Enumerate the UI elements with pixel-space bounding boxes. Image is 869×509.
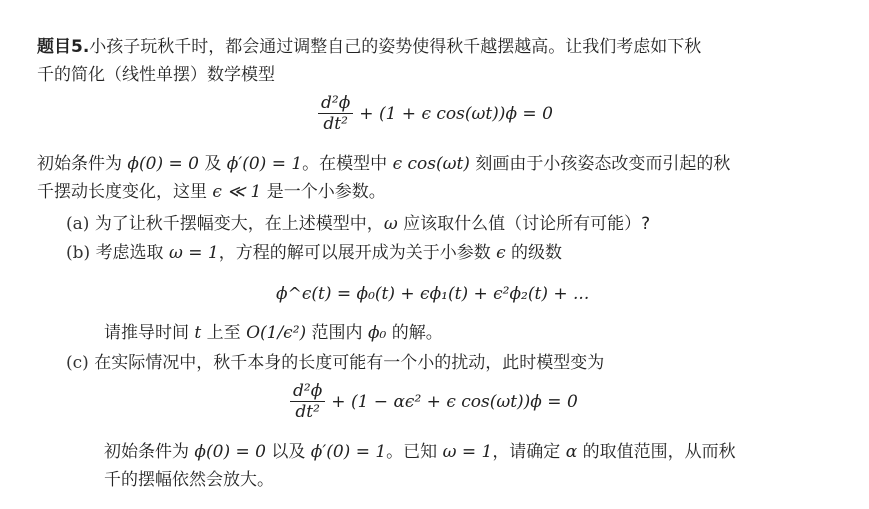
problem-intro-line-1 xyxy=(37,35,701,59)
part-c xyxy=(66,351,604,375)
part-b-ask-math: O(1/ϵ²) xyxy=(246,323,307,343)
ic-text: 及 xyxy=(198,154,227,174)
fraction-denominator: dt² xyxy=(295,402,320,422)
series-expansion xyxy=(276,283,589,304)
part-b-math: ϵ xyxy=(496,243,506,263)
part-b-label: (b) xyxy=(66,243,91,263)
perturbed-equation-fraction xyxy=(290,381,325,422)
main-equation-fraction xyxy=(318,93,353,134)
part-b-math: ω = 1 xyxy=(168,243,219,263)
part-c-math: α xyxy=(565,442,578,462)
main-equation xyxy=(318,93,553,134)
part-b-text: 的级数 xyxy=(505,243,563,263)
perturbed-equation xyxy=(290,381,578,422)
ic-math: ϵ cos(ωt) xyxy=(392,154,470,174)
ic-math: ϵ ≪ 1 xyxy=(212,182,262,202)
part-a-label: (a) xyxy=(66,214,90,234)
part-c-label: (c) xyxy=(66,353,89,373)
ic-math: ϕ(0) = 0 xyxy=(127,154,199,174)
part-b-text: ，方程的解可以展开成为关于小参数 xyxy=(218,243,497,263)
part-b-ask-text: 范围内 xyxy=(306,323,368,343)
part-c-text: 以及 xyxy=(265,442,311,462)
initial-conditions-line-1 xyxy=(37,152,730,176)
series-expansion-text: ϕ^ϵ(t) = ϕ₀(t) + ϵϕ₁(t) + ϵ²ϕ₂(t) + ... xyxy=(276,283,590,304)
part-a-text: 为了让秋千摆幅变大，在上述模型中， xyxy=(94,214,384,234)
part-a-text: 应该取什么值（讨论所有可能）? xyxy=(397,214,651,234)
perturbed-equation-rest: + (1 − αϵ² + ϵ cos(ωt))ϕ = 0 xyxy=(331,391,578,412)
part-c-ic-line-1 xyxy=(104,440,736,464)
ic-text: 。在模型中 xyxy=(302,154,393,174)
ic-text: 初始条件为 xyxy=(37,154,128,174)
fraction-numerator: d²ϕ xyxy=(290,381,325,402)
part-a xyxy=(66,212,650,236)
problem-intro-line-2: 千的简化（线性单摆）数学模型 xyxy=(37,65,275,85)
part-c-math: ϕ′(0) = 1 xyxy=(310,442,387,462)
part-a-math: ω xyxy=(383,214,398,234)
part-b-ask-math: t xyxy=(194,323,202,343)
part-c-math: ϕ(0) = 0 xyxy=(194,442,266,462)
part-c-math: ω = 1 xyxy=(442,442,493,462)
part-b-ask-text: 上至 xyxy=(201,323,247,343)
part-b-ask-text: 请推导时间 xyxy=(104,323,195,343)
part-c-text: 初始条件为 xyxy=(104,442,195,462)
main-equation-rest: + (1 + ϵ cos(ωt))ϕ = 0 xyxy=(359,103,553,124)
ic-math: ϕ′(0) = 1 xyxy=(226,154,303,174)
part-c-text: 。已知 xyxy=(386,442,443,462)
problem-label: 题目5. xyxy=(37,37,90,57)
part-c-text: 在实际情况中，秋千本身的长度可能有一个小的扰动，此时模型变为 xyxy=(94,353,605,373)
fraction-numerator: d²ϕ xyxy=(318,93,353,114)
part-c-text: 的取值范围，从而秋 xyxy=(577,442,736,462)
part-b-ask-text: 的解。 xyxy=(386,323,443,343)
ic-text: 千摆动长度变化，这里 xyxy=(37,182,213,202)
ic-text: 刻画由于小孩姿态改变而引起的秋 xyxy=(469,154,731,174)
fraction-denominator: dt² xyxy=(323,114,348,134)
part-b xyxy=(66,241,562,265)
initial-conditions-line-2 xyxy=(37,180,386,204)
part-c-text: ，请确定 xyxy=(492,442,566,462)
part-b-ask xyxy=(104,321,443,345)
intro-text-1: 小孩子玩秋千时，都会通过调整自己的姿势使得秋千越摆越高。让我们考虑如下秋 xyxy=(89,37,702,57)
part-b-text: 考虑选取 xyxy=(95,243,169,263)
part-c-ic-line-2: 千的摆幅依然会放大。 xyxy=(104,470,274,490)
ic-text: 是一个小参数。 xyxy=(261,182,386,202)
part-b-ask-math: ϕ₀ xyxy=(367,323,387,343)
